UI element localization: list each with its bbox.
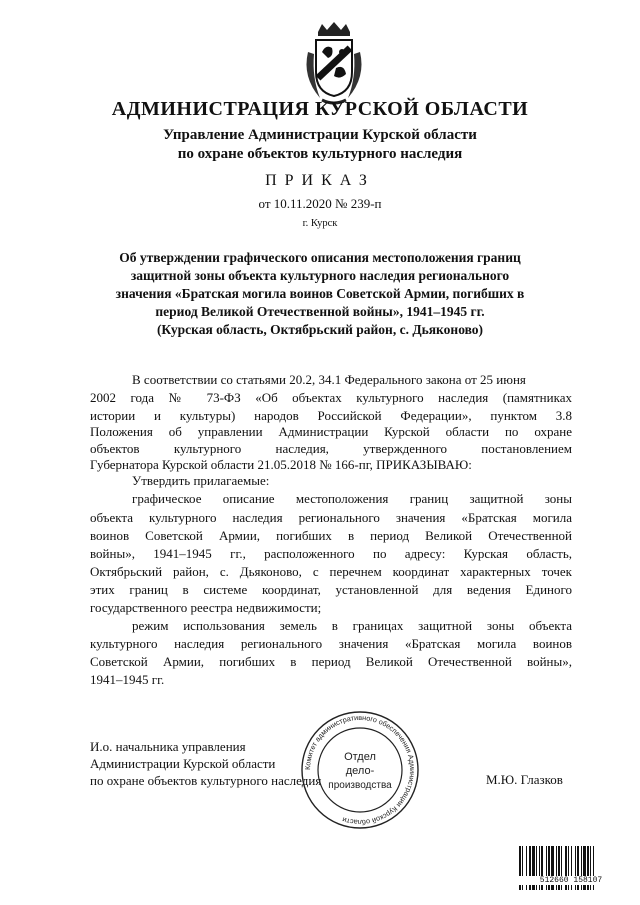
body-line: Советской Армии, погибших в период Великой Отечественной войны», (90, 654, 572, 669)
signature-line: по охране объектов культурного наследия (90, 773, 322, 788)
body-line: истории и культуры) народов Российской Федерации», пунктом 3.8 (90, 408, 572, 423)
order-heading: ПРИКАЗ (265, 172, 375, 189)
barcode-number: 512660 158107 (518, 876, 624, 885)
subject-line: защитной зоны объекта культурного наследия регионального (130, 268, 510, 283)
signer-name: М.Ю. Глазков (486, 772, 563, 787)
body-line: 2002 года № 73-ФЗ «Об объектах культурного наследия (памятниках (90, 390, 572, 405)
subject-line: период Великой Отечественной войны», 1941–1945 гг. (155, 304, 485, 319)
body-line: Положения об управлении Администрации Курской области по охране (90, 424, 572, 439)
body-line: Утвердить прилагаемые: (132, 473, 270, 488)
stamp-inner-line: производства (328, 780, 392, 791)
body-line: Губернатора Курской области 21.05.2018 № 166-пг, ПРИКАЗЫВАЮ: (90, 457, 472, 472)
body-line: этих границ в системе координат, установленной для ведения Единого (90, 582, 572, 597)
body-line: культурного наследия регионального значения «Братская могила воинов (90, 636, 572, 651)
subject-line: Об утверждении графического описания местоположения границ (119, 250, 521, 265)
body-line: графическое описание местоположения границ защитной зоны (132, 491, 572, 506)
signature-line: Администрации Курской области (90, 756, 276, 771)
organization-title: АДМИНИСТРАЦИЯ КУРСКОЙ ОБЛАСТИ (111, 98, 529, 120)
signature-position (90, 738, 321, 789)
office-stamp (298, 708, 422, 832)
coat-of-arms-emblem (300, 22, 368, 106)
body-line: государственного реестра недвижимости; (90, 600, 322, 615)
order-date-number: от 10.11.2020 № 239-п (258, 196, 382, 211)
body-line: воинов Советской Армии, погибших в период Великой Отечественной (90, 528, 572, 543)
stamp-inner-line: Отдел (344, 751, 376, 763)
order-city: г. Курск (302, 218, 338, 229)
body-line: режим использования земель в границах защитной зоны объекта (132, 618, 572, 633)
body-line: объектов культурного наследия, утвержденного постановлением (90, 441, 572, 456)
stamp-inner-line: дело- (345, 765, 375, 777)
body-line: В соответствии со статьями 20.2, 34.1 Федерального закона от 25 июня (132, 372, 526, 387)
body-line: объекта культурного наследия регионального значения «Братская могила (90, 510, 572, 525)
signature-line: И.о. начальника управления (90, 739, 246, 754)
body-line: 1941–1945 гг. (90, 672, 165, 687)
department-line-1: Управление Администрации Курской области (163, 127, 477, 143)
subject-line: значения «Братская могила воинов Советской Армии, погибших в (115, 286, 525, 301)
department-line-2: по охране объектов культурного наследия (177, 146, 463, 162)
body-line: войны», 1941–1945 гг., расположенного по адресу: Курская область, (90, 546, 572, 561)
stamp-ring-text: Комитет административного обеспечения Администрации Курской области (302, 712, 418, 828)
body-line: Октябрьский район, с. Дьяконово, с перечнем координат характерных точек (90, 564, 572, 579)
subject-line: (Курская область, Октябрьский район, с. Дьяконово) (156, 322, 484, 337)
